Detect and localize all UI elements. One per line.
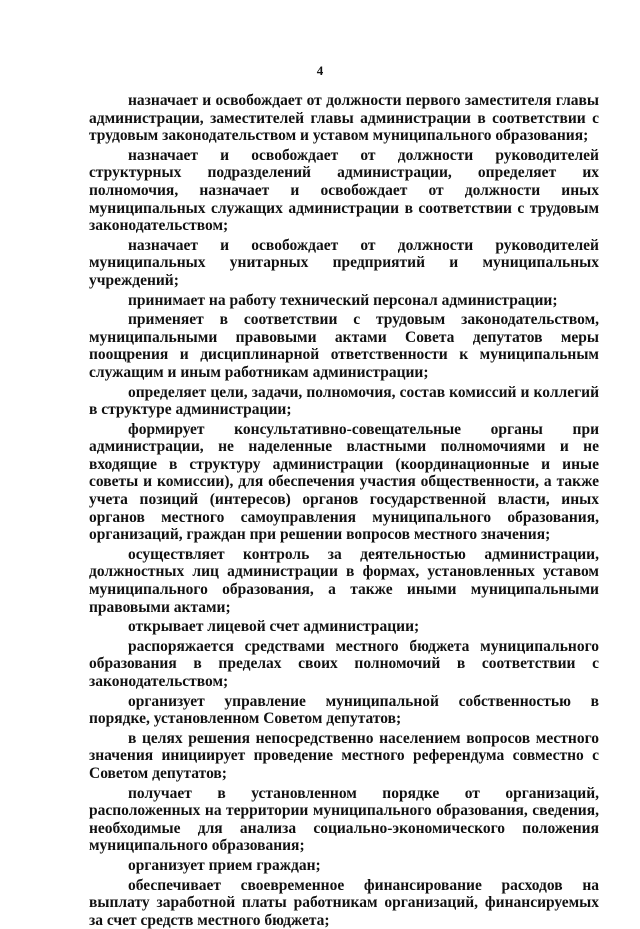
paragraph: назначает и освобождает от должности первого заместителя главы администрации, заместителей главы администрации в соответствии с трудовым законодательством и уставом муниципального образования;: [89, 92, 599, 145]
paragraph: определяет цели, задачи, полномочия, состав комиссий и коллегий в структуре администрации;: [89, 383, 599, 419]
paragraph: назначает и освобождает от должности руководителей муниципальных унитарных предприятий и муниципальных учреждений;: [89, 236, 599, 289]
paragraph: осуществляет контроль за деятельностью администрации, должностных лиц администрации в формах, установленных уставом муниципального образования, а также иными муниципальными правовыми актами;: [89, 545, 599, 616]
paragraph: назначает и освобождает от должности руководителей структурных подразделений администрации, определяет их полномочия, назначает и освобождает от должности иных муниципальных служащих администрации в соответствии с трудовым законодательством;: [89, 146, 599, 235]
paragraph: распоряжается средствами местного бюджета муниципального образования в пределах своих полномочий в соответствии с законодательством;: [89, 637, 599, 690]
paragraph: в целях решения непосредственно населением вопросов местного значения инициирует проведение местного референдума совместно с Советом депутатов;: [89, 729, 599, 782]
paragraph: организует управление муниципальной собственностью в порядке, установленном Советом депутатов;: [89, 692, 599, 728]
paragraph: открывает лицевой счет администрации;: [128, 618, 420, 636]
page-number: 4: [316, 63, 324, 78]
document-body: [89, 92, 599, 929]
paragraph: обеспечивает своевременное финансирование расходов на выплату заработной платы работникам организаций, финансируемых за счет средств местного бюджета;: [89, 876, 599, 929]
paragraph: применяет в соответствии с трудовым законодательством, муниципальными правовыми актами Совета депутатов меры поощрения и дисциплинарной ответственности к муниципальным служащим и иным работникам администрации;: [89, 311, 599, 381]
paragraph: организует прием граждан;: [128, 856, 321, 874]
paragraph: принимает на работу технический персонал администрации;: [128, 291, 558, 309]
paragraph: получает в установленном порядке от организаций, расположенных на территории муниципального образования, сведения, необходимые для анализа социально-экономического положения муниципального образования;: [89, 784, 599, 855]
paragraph: формирует консультативно-совещательные органы при администрации, не наделенные властными полномочиями и не входящие в структуру администрации (координационные и иные советы и комиссии), для обеспечения участия общественности, а также учета позиций (интересов) органов государственной власти, иных органов местного самоуправления муниципального образования, организаций, граждан при решении вопросов местного значения;: [89, 420, 599, 544]
